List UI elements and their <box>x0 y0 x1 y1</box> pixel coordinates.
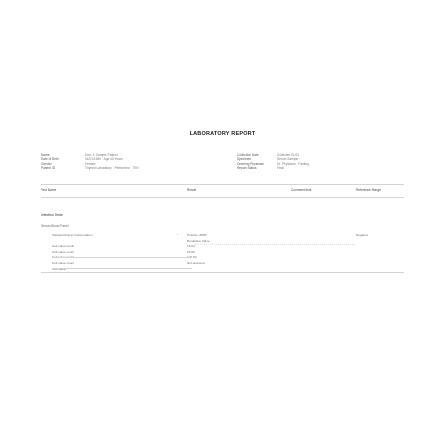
info-label: Collection Date <box>237 153 259 157</box>
info-label: Date of Birth <box>41 157 59 162</box>
info-row <box>41 166 211 170</box>
test-reference: Negative <box>356 233 369 237</box>
info-label: Specimen <box>237 157 252 162</box>
patient-info-left <box>41 153 211 171</box>
test-name: Standard Panel Interpretation <box>52 233 93 237</box>
test-result: 18.00 <box>187 244 195 249</box>
row-divider <box>52 257 192 258</box>
info-value: Thyroid Laboratory · Performed · TSH <box>85 166 139 171</box>
test-result: Not detected <box>187 260 205 265</box>
row-divider <box>195 244 355 245</box>
header-top-divider <box>41 184 404 185</box>
column-header-test: Test Name <box>41 188 57 192</box>
test-result: 25.00 <box>187 249 195 254</box>
row-divider <box>52 268 192 269</box>
column-header-units: Comment/Unit <box>291 188 312 192</box>
info-value: Doe, J; Sample Patient <box>85 153 118 157</box>
test-name: Cell value result <box>52 244 75 249</box>
test-result: Borderline Value <box>187 238 210 243</box>
info-label: Patient ID <box>41 166 55 171</box>
test-result: Positive, 8888 <box>187 233 207 237</box>
info-row <box>237 166 407 170</box>
info-label: Report Status <box>237 166 257 171</box>
column-header-reference: Reference Range <box>356 188 381 192</box>
info-value: Collected 01/21 <box>277 153 300 157</box>
column-header-result: Result <box>187 188 197 192</box>
section-subtitle: Serum Blood Panel <box>41 224 69 228</box>
section-title: Infection Tests <box>41 213 63 217</box>
test-name: Cell value count <box>52 260 75 265</box>
section-bottom-divider <box>41 272 404 273</box>
test-result: 120.00 <box>187 255 197 260</box>
report-title: LABORATORY REPORT <box>189 131 256 137</box>
header-bottom-divider <box>41 197 404 198</box>
info-value: Serum Sample <box>277 157 299 162</box>
test-name: Cell value count <box>52 255 75 260</box>
info-label: Gender <box>41 161 52 166</box>
info-value: 01/01/1980 · Age 45 Years <box>85 157 123 162</box>
test-name: Cell value count <box>52 249 75 254</box>
info-value: Dr. Physician · Fasting <box>277 161 309 166</box>
patient-info-right <box>237 153 407 171</box>
test-results-table <box>0 233 445 272</box>
test-name: Cell value <box>52 266 66 271</box>
column-headers <box>0 188 445 194</box>
info-label: Name <box>41 153 50 157</box>
test-flag: * <box>177 233 179 237</box>
info-value: Final <box>277 166 284 171</box>
info-label: Ordering Physician <box>237 161 264 166</box>
info-value: Female <box>85 161 96 166</box>
